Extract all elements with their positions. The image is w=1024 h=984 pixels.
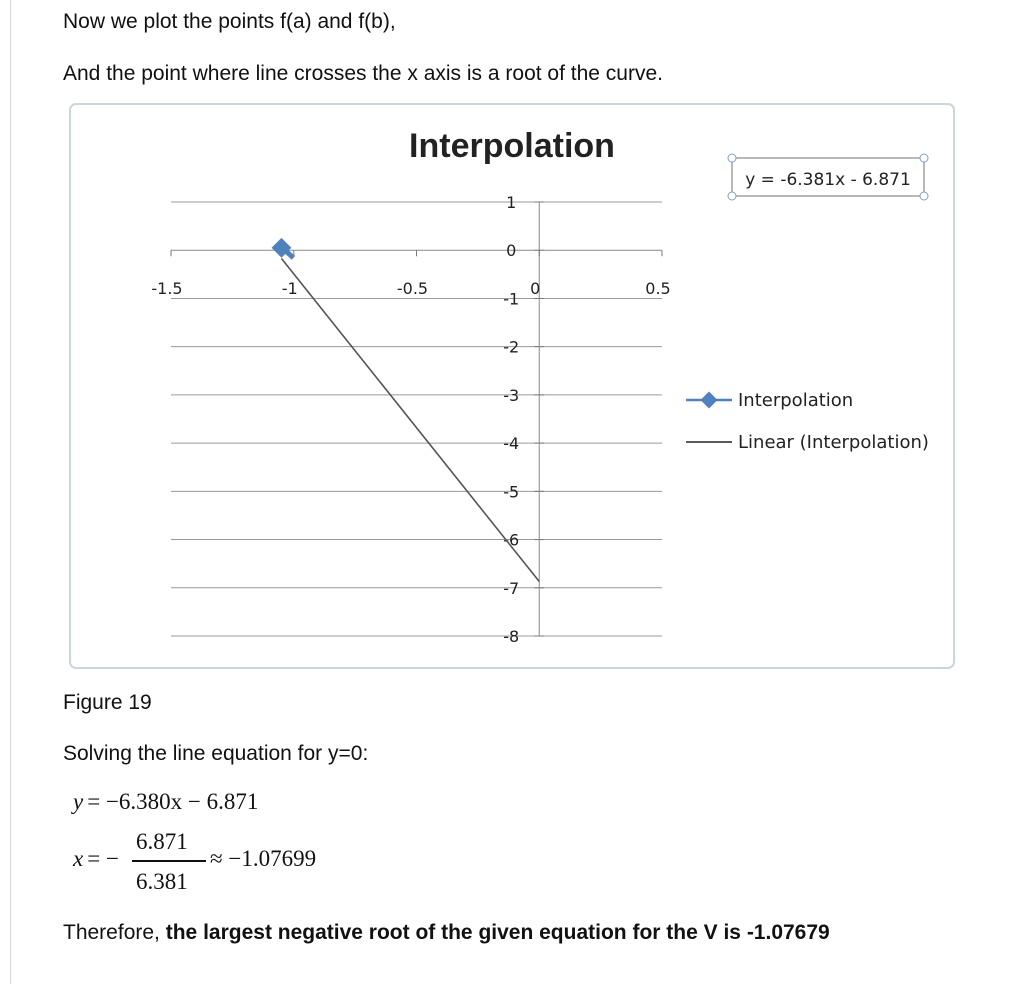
y-tick-label: -6 xyxy=(503,530,520,550)
equation-label-box xyxy=(728,154,928,200)
x-tick-label: 0 xyxy=(530,279,541,299)
y-tick-label: 0 xyxy=(506,241,517,261)
y-tick-label: -1 xyxy=(503,289,520,309)
equation-line: y = −6.380x − 6.871 xyxy=(73,789,259,814)
approx-result: ≈ −1.07699 xyxy=(210,846,317,871)
fraction-denominator: 6.381 xyxy=(136,869,188,894)
y-tick-label: -2 xyxy=(503,337,520,357)
conclusion: Therefore, the largest negative root of the given equation for the V is -1.07679 xyxy=(63,921,830,944)
chart-title: Interpolation xyxy=(409,127,615,165)
paragraph-plot-points: Now we plot the points f(a) and f(b), xyxy=(63,10,396,33)
fraction-numerator: 6.871 xyxy=(136,829,188,854)
y-tick-label: -8 xyxy=(503,627,520,646)
x-tick-label: -0.5 xyxy=(396,279,429,299)
y-tick-label: -3 xyxy=(503,385,520,405)
y-tick-label: -5 xyxy=(503,482,520,502)
paragraph-solving: Solving the line equation for y=0: xyxy=(63,742,369,765)
y-tick-label: -7 xyxy=(503,578,520,598)
x-tick-label: -1.5 xyxy=(151,279,183,299)
y-tick-label: -4 xyxy=(503,434,520,454)
conclusion-bold: the largest negative root of the given equation for the V is -1.07679 xyxy=(165,921,830,944)
fraction-bar xyxy=(132,860,206,862)
paragraph-root-explanation: And the point where line crosses the x axis is a root of the curve. xyxy=(63,62,663,85)
equation-label: y = -6.381x - 6.871 xyxy=(745,170,911,190)
x-tick-label: -1 xyxy=(281,279,298,299)
legend-label-linear: Linear (Interpolation) xyxy=(738,432,929,453)
x-tick-label: 0.5 xyxy=(645,279,671,299)
y-tick-label: 1 xyxy=(506,193,517,212)
figure-caption: Figure 19 xyxy=(63,691,152,714)
legend-label-interpolation: Interpolation xyxy=(738,390,854,411)
